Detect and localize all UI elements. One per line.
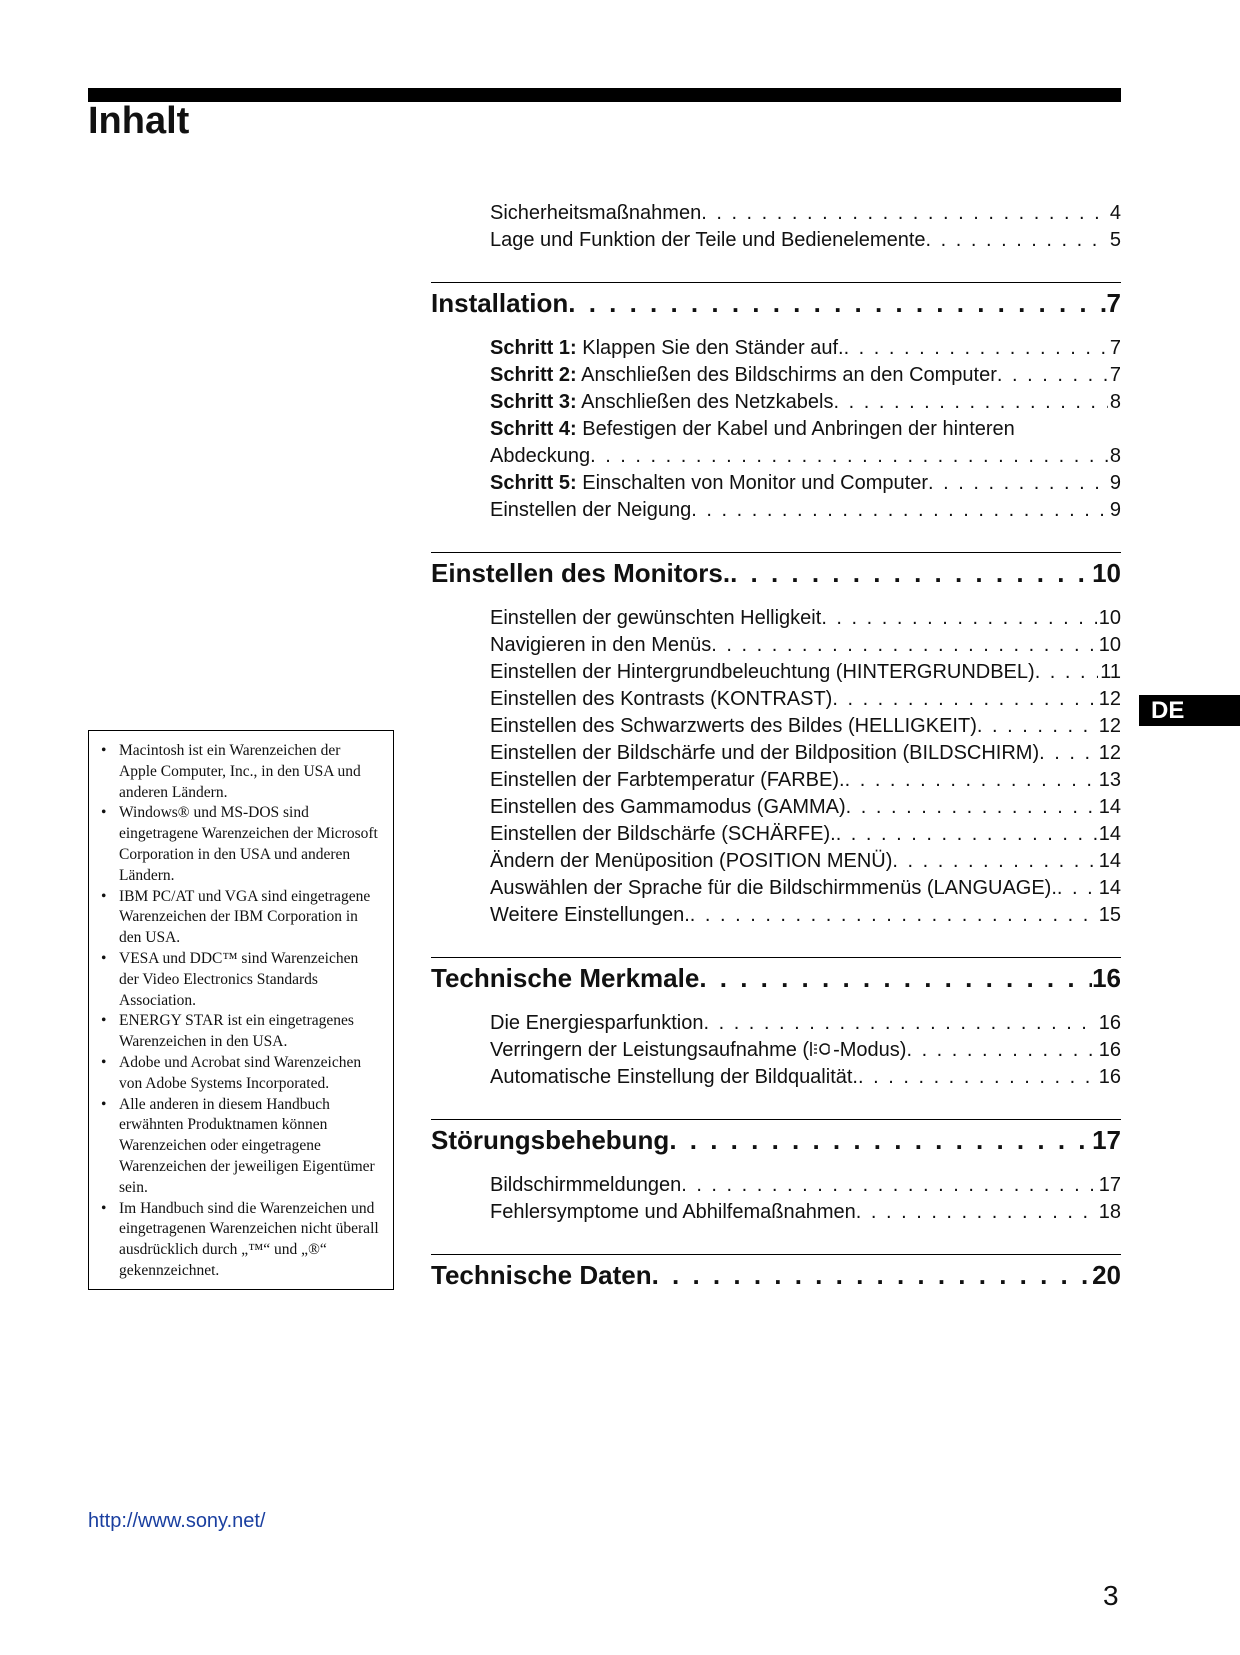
toc-entry[interactable]: Auswählen der Sprache für die Bildschirmmenüs (LANGUAGE). . . . 14	[431, 875, 1121, 902]
trademark-item: • Alle anderen in diesem Handbuch erwähnten Produktnamen können Warenzeichen oder eingetragene Warenzeichen der jeweiligen Eigentümer sein.	[99, 1095, 379, 1199]
trademark-item: • Windows® und MS-DOS sind eingetragene Warenzeichen der Microsoft Corporation in den USA und anderen Ländern.	[99, 803, 379, 886]
trademark-item: • VESA und DDC™ sind Warenzeichen der Video Electronics Standards Association.	[99, 949, 379, 1011]
section-heading[interactable]: Störungsbehebung . . . 17	[431, 1122, 1121, 1158]
toc-entry[interactable]: Einstellen der Farbtemperatur (FARBE). . . . 13	[431, 767, 1121, 794]
toc-entry[interactable]: Einstellen der gewünschten Helligkeit . . . 10	[431, 605, 1121, 632]
toc-section-troubleshooting	[431, 1119, 1121, 1226]
toc-entry[interactable]: Fehlersymptome und Abhilfemaßnahmen . . . 18	[431, 1199, 1121, 1226]
page-number: 3	[1103, 1580, 1119, 1611]
toc-entry[interactable]: Die Energiesparfunktion . . . 16	[431, 1010, 1121, 1037]
trademark-item: • Adobe und Acrobat sind Warenzeichen von Adobe Systems Incorporated.	[99, 1053, 379, 1095]
toc-section-monitor	[431, 552, 1121, 929]
trademark-item: • Macintosh ist ein Warenzeichen der Apple Computer, Inc., in den USA und anderen Ländern.	[99, 741, 379, 803]
toc-entry[interactable]: Einstellen des Schwarzwerts des Bildes (HELLIGKEIT) . . . 12	[431, 713, 1121, 740]
toc-entry[interactable]: Schritt 1: Klappen Sie den Ständer auf. . . . 7	[431, 335, 1121, 362]
eco-mode-icon	[809, 1040, 833, 1058]
toc-entry[interactable]: Einstellen des Kontrasts (KONTRAST) . . . 12	[431, 686, 1121, 713]
toc-entry[interactable]: Schritt 2: Anschließen des Bildschirms an den Computer . . . 7	[431, 362, 1121, 389]
toc-entry[interactable]: Schritt 5: Einschalten von Monitor und Computer . . . 9	[431, 470, 1121, 497]
section-heading[interactable]: Technische Daten . . . 20	[431, 1257, 1121, 1293]
top-rule	[88, 88, 1121, 102]
toc-entry-continued[interactable]: Abdeckung . . . 8	[431, 443, 1121, 470]
toc-entry[interactable]: Weitere Einstellungen. . . . 15	[431, 902, 1121, 929]
language-tab: DE	[1139, 695, 1240, 726]
toc-entry[interactable]: Automatische Einstellung der Bildqualität. . . . 16	[431, 1064, 1121, 1091]
table-of-contents	[431, 200, 1121, 1307]
sony-website-link[interactable]: http://www.sony.net/	[88, 1510, 266, 1532]
toc-entry[interactable]: Lage und Funktion der Teile und Bedienelemente . . . 5	[431, 227, 1121, 254]
toc-entry[interactable]: Schritt 3: Anschließen des Netzkabels . . . 8	[431, 389, 1121, 416]
toc-entry[interactable]: Einstellen der Hintergrundbeleuchtung (HINTERGRUNDBEL) . . . 11	[431, 659, 1121, 686]
trademark-item: • ENERGY STAR ist ein eingetragenes Warenzeichen in den USA.	[99, 1011, 379, 1053]
page-title: Inhalt	[88, 100, 190, 142]
trademark-item: • Im Handbuch sind die Warenzeichen und eingetragenen Warenzeichen nicht überall ausdrücklich durch „™“ und „®“ gekennzeichnet.	[99, 1199, 379, 1282]
toc-entry[interactable]: Sicherheitsmaßnahmen . . . 4	[431, 200, 1121, 227]
toc-entry[interactable]: Einstellen der Neigung . . . 9	[431, 497, 1121, 524]
section-heading[interactable]: Technische Merkmale . . . 16	[431, 960, 1121, 996]
toc-entry[interactable]: Einstellen des Gammamodus (GAMMA) . . . 14	[431, 794, 1121, 821]
toc-section-installation	[431, 282, 1121, 524]
toc-entry[interactable]: Schritt 4: Befestigen der Kabel und Anbringen der hinteren	[490, 418, 1015, 440]
toc-entry[interactable]: Navigieren in den Menüs . . . 10	[431, 632, 1121, 659]
toc-section-technical	[431, 957, 1121, 1091]
toc-entry[interactable]: Einstellen der Bildschärfe und der Bildposition (BILDSCHIRM) . . . 12	[431, 740, 1121, 767]
toc-entry[interactable]: Bildschirmmeldungen . . . 17	[431, 1172, 1121, 1199]
section-heading[interactable]: Einstellen des Monitors. . . . 10	[431, 555, 1121, 591]
section-heading[interactable]: Installation . . . 7	[431, 285, 1121, 321]
toc-entry[interactable]: Ändern der Menüposition (POSITION MENÜ) . . . 14	[431, 848, 1121, 875]
toc-section-specs	[431, 1254, 1121, 1293]
trademark-item: • IBM PC/AT und VGA sind eingetragene Warenzeichen der IBM Corporation in den USA.	[99, 887, 379, 949]
trademark-notice	[88, 730, 394, 1290]
toc-entry[interactable]: Einstellen der Bildschärfe (SCHÄRFE). . . . 14	[431, 821, 1121, 848]
toc-entry[interactable]: Verringern der Leistungsaufnahme ( -Modus) . . . 16	[431, 1037, 1121, 1064]
